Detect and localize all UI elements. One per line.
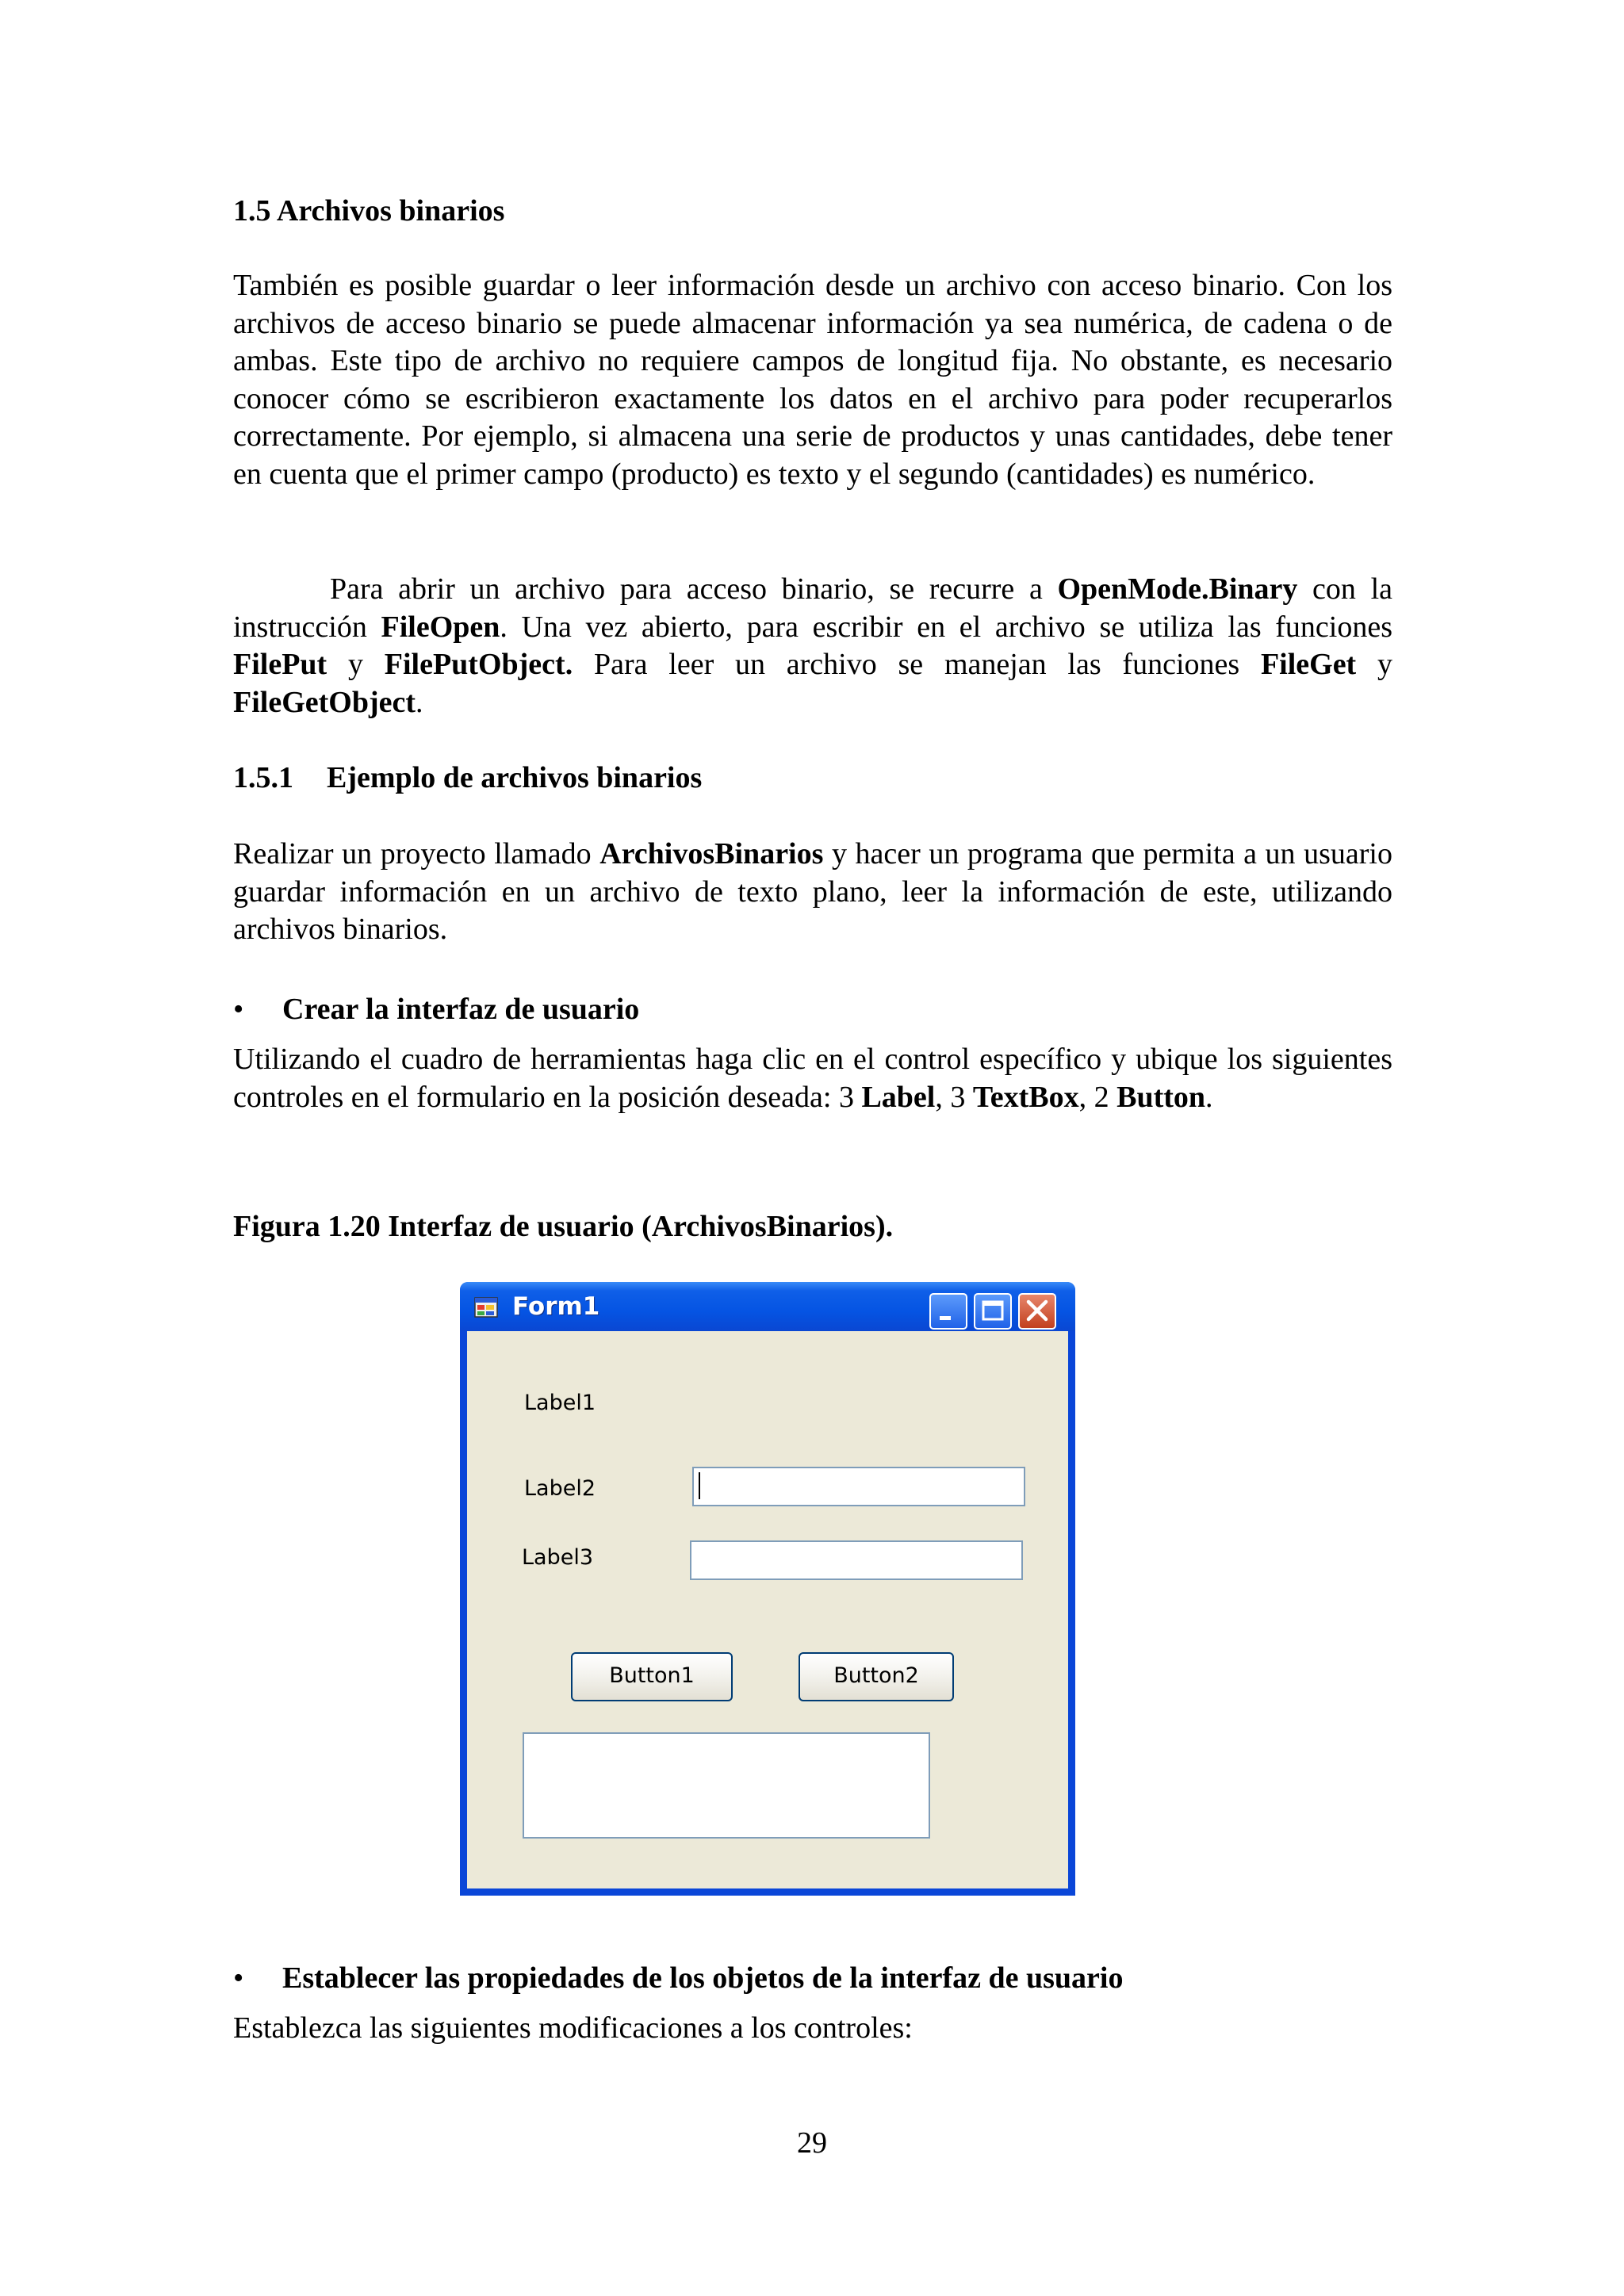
form-title: Form1 [512,1292,600,1321]
page-number: 29 [797,2126,827,2160]
subsection-number: 1.5.1 [233,761,293,794]
figure-caption: Figura 1.20 Interfaz de usuario (ArchivosBinarios). [233,1210,894,1243]
form-window [460,1282,1075,1896]
label1: Label1 [524,1391,596,1415]
textbox1[interactable] [692,1467,1025,1506]
close-icon [1020,1295,1055,1328]
label2: Label2 [524,1476,596,1501]
subsection-heading [233,760,1392,798]
label3: Label3 [522,1545,594,1570]
bullet-title: Crear la interfaz de usuario [282,993,640,1026]
minimize-icon [931,1295,966,1328]
bullet-symbol: • [233,1961,244,1995]
section-heading: 1.5 Archivos binarios [233,194,505,228]
textbox3[interactable] [523,1732,930,1839]
form-titlebar[interactable] [460,1282,1075,1331]
section-paragraph-1: También es posible guardar o leer información desde un archivo con acceso binario. Con los archivos de acceso binario se puede almacenar información ya sea numérica, de cadena o de ambas. Este tipo de archivo no requiere campos de longitud fija. No obstante, es necesario conocer cómo se escribieron exactamente los datos en el archivo para poder recuperarlos correctamente. Por ejemplo, si almacena una serie de productos y unas cantidades, debe tener en cuenta que el primer campo (producto) es texto y el segundo (cantidades) es numérico. [233,269,1392,491]
bullet-title: Establecer las propiedades de los objetos de la interfaz de usuario [282,1961,1124,1995]
bullet-symbol: • [233,993,244,1026]
button2[interactable]: Button2 [799,1652,954,1701]
maximize-button[interactable] [974,1293,1012,1330]
form-app-icon [474,1297,498,1318]
button1[interactable]: Button1 [571,1652,733,1701]
text-caret [699,1472,700,1499]
minimize-button[interactable] [929,1293,967,1330]
close-button[interactable] [1018,1293,1056,1330]
subsection-title: Ejemplo de archivos binarios [327,761,703,794]
bullet-set-properties-paragraph: Establezca las siguientes modificaciones a los controles: [233,2011,913,2045]
bullet-create-ui-paragraph: Utilizando el cuadro de herramientas haga clic en el control específico y ubique los siguientes controles en el formulario en la posición deseada: 3 Label, 3 TextBox, 2 Button. [233,1043,1392,1114]
form-client-area [467,1331,1068,1888]
textbox2[interactable] [690,1540,1023,1580]
section-paragraph-2: Para abrir un archivo para acceso binario, se recurre a OpenMode.Binary con la instrucción FileOpen. Una vez abierto, para escribir en el archivo se utiliza las funciones FilePut y FilePutObject. Para leer un archivo se manejan las funciones FileGet y FileGetObject. [233,572,1392,719]
maximize-icon [975,1295,1010,1328]
subsection-paragraph: Realizar un proyecto llamado ArchivosBinarios y hacer un programa que permita a un usuario guardar información en un archivo de texto plano, leer la información de este, utilizando archivos binarios. [233,837,1392,946]
